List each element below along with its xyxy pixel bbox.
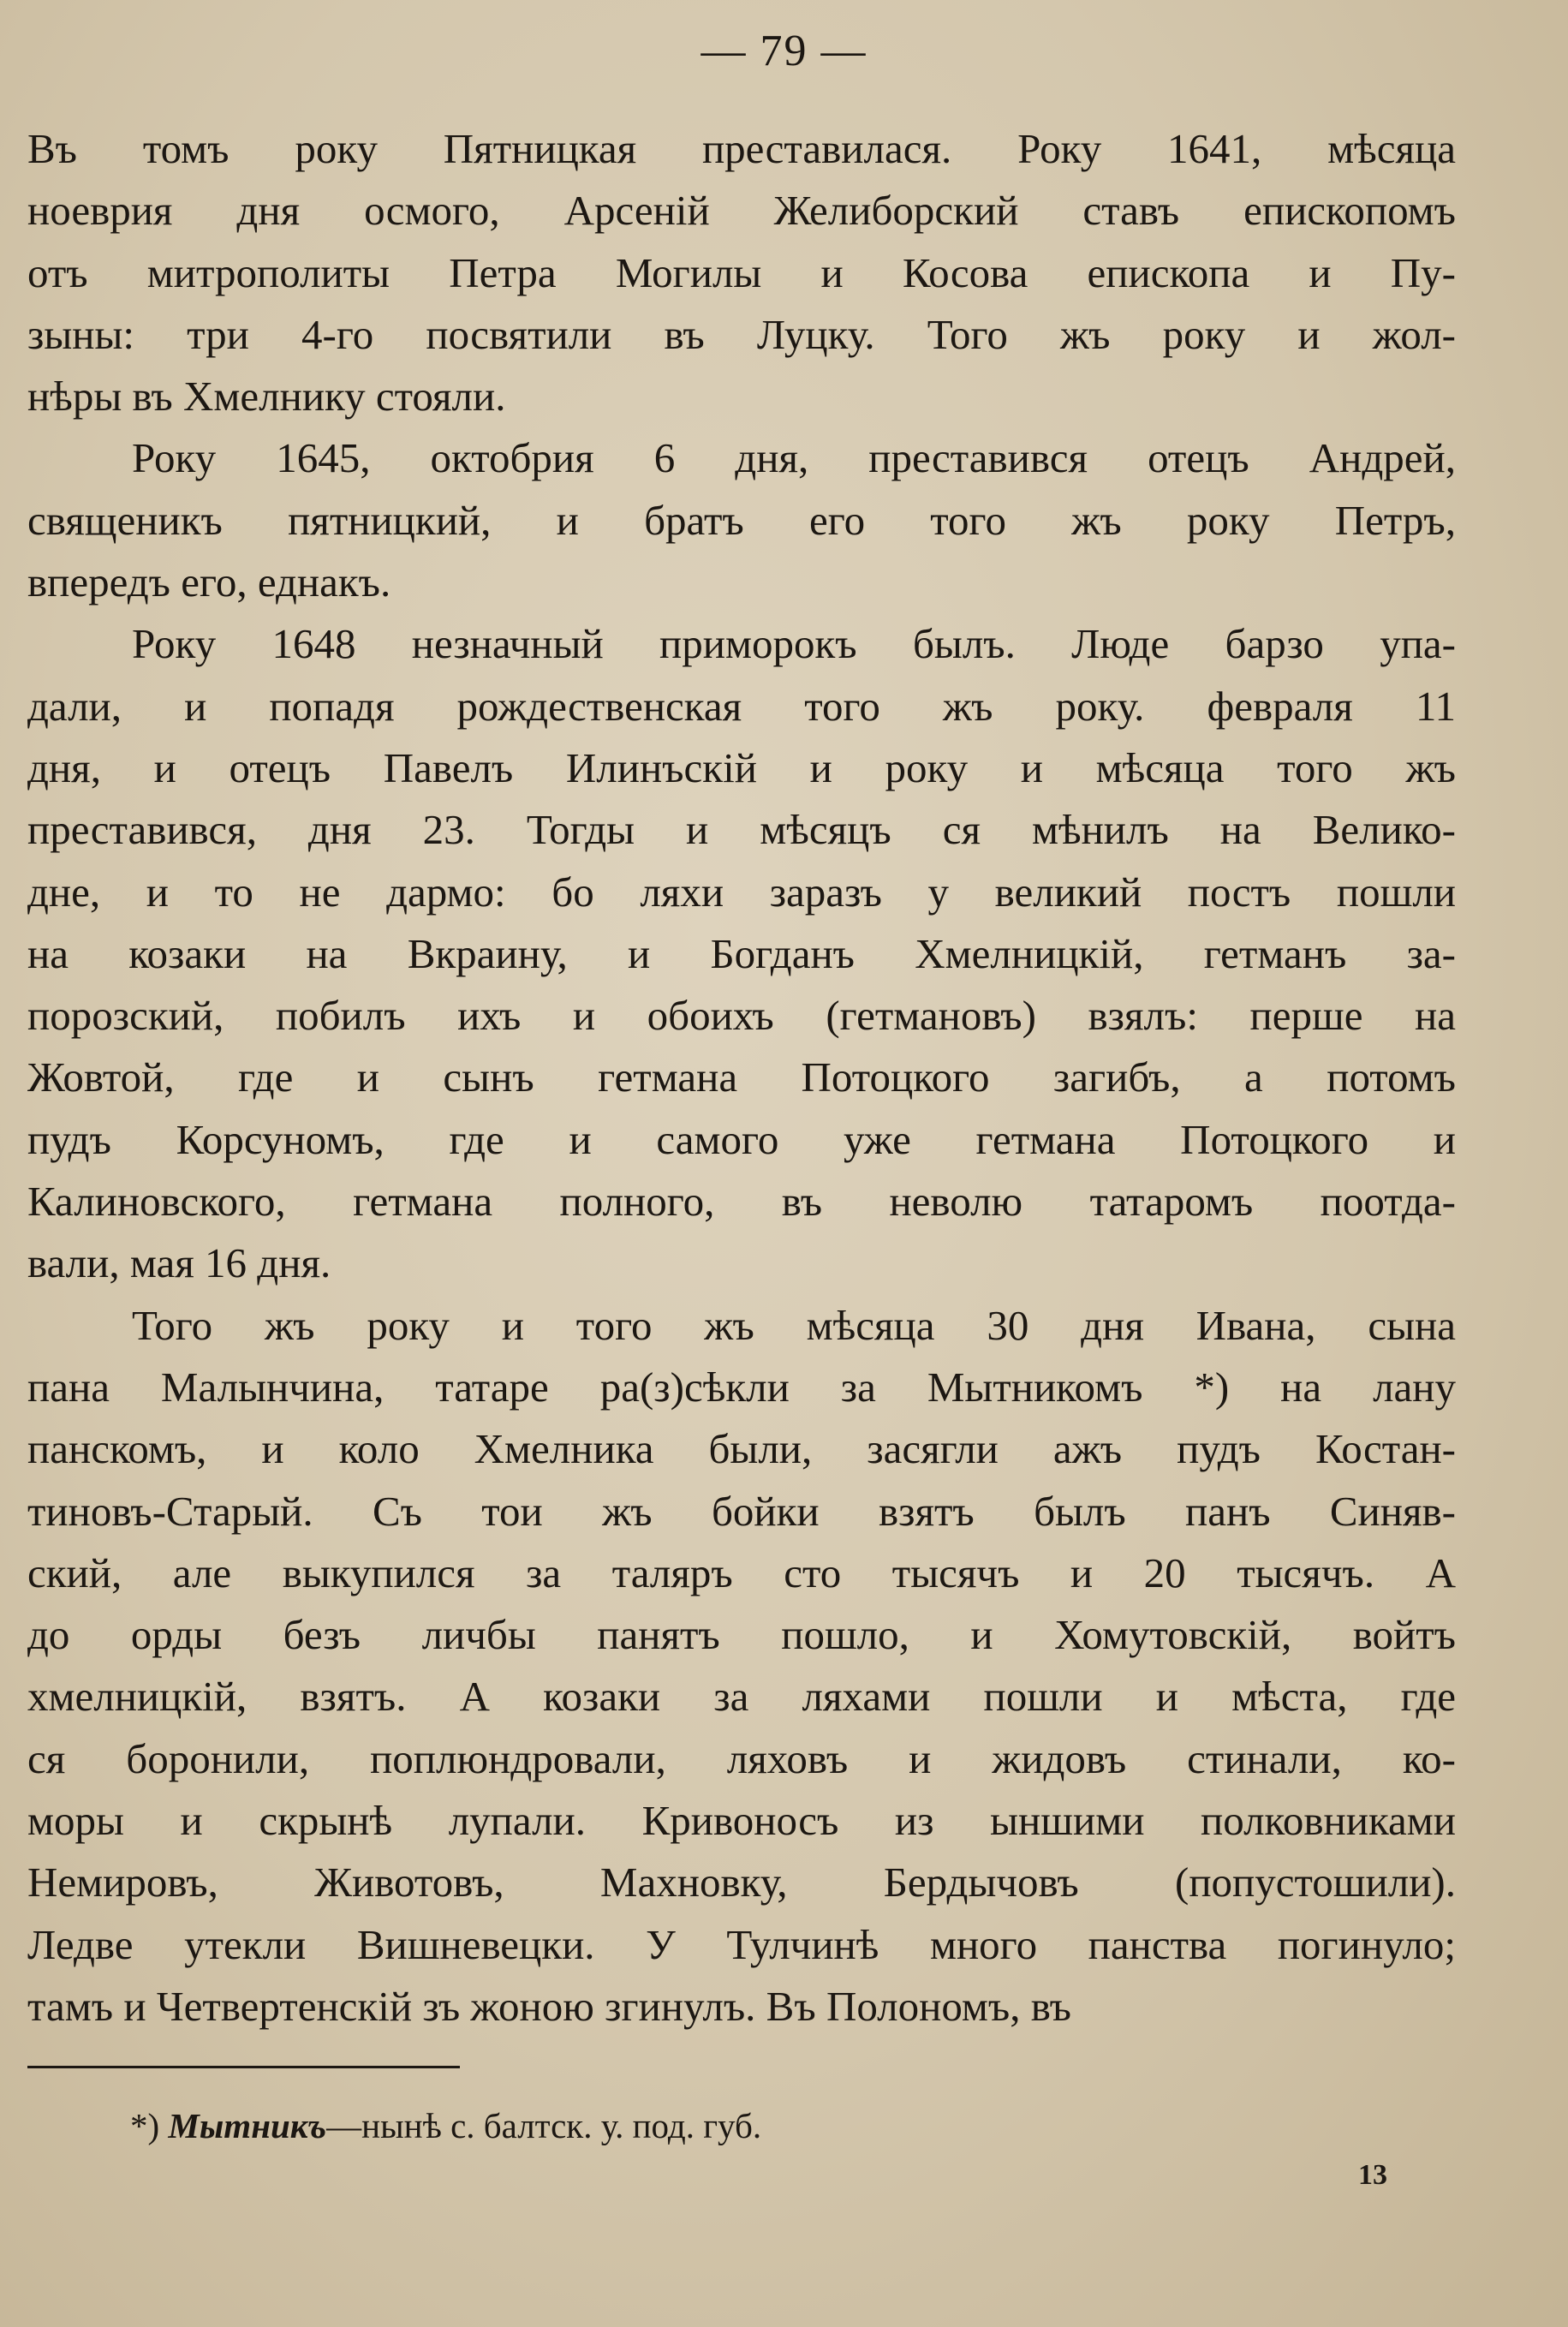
text-line [27,1109,1456,1171]
text-line [27,490,1456,552]
text-line [27,366,1456,427]
text-line [27,676,1456,737]
line-text: ся боронили, поплюндровали, ляховъ и жидовъ стинали, ко- [27,1734,1456,1782]
text-line [27,552,1456,613]
text-line [27,923,1456,985]
body-text [27,118,1456,2038]
text-line [27,1171,1456,1232]
text-line [27,180,1456,242]
line-text: моры и скрынѣ лупали. Кривоносъ из ыншими полковниками [27,1797,1456,1845]
paragraph [27,427,1456,613]
line-text: пудъ Корсуномъ, где и самого уже гетмана Потоцкого и [27,1115,1456,1163]
page-number: — 79 — [701,27,867,75]
paragraph [27,1295,1456,2038]
text-line [27,118,1456,180]
line-text: отъ митрополиты Петра Могилы и Косова епископа и Пу- [27,248,1456,296]
line-text: на козаки на Вкраину, и Богданъ Хмелницкій, гетманъ за- [27,929,1456,977]
footnote-term: Мытникъ [168,2106,327,2145]
footnote-text: —нынѣ с. балтск. у. под. губ. [326,2106,762,2145]
footnote-marker: *) [130,2106,160,2145]
line-text: до орды безъ личбы панятъ пошло, и Хомутовскій, войтъ [27,1611,1456,1659]
line-text: дня, и отецъ Павелъ Илинъскій и року и мѣсяца того жъ [27,743,1456,791]
line-text: Немировъ, Животовъ, Махновку, Бердычовъ (попустошили). [27,1859,1456,1906]
line-text: Въ томъ року Пятницкая преставилася. Року 1641, мѣсяца [27,125,1456,172]
text-line [27,1976,1456,2038]
paragraph [27,118,1456,427]
paragraph [27,613,1456,1294]
line-text: впередъ его, еднакъ. [27,558,391,606]
footnote [130,2102,761,2150]
text-line [27,1418,1456,1480]
text-line [27,799,1456,861]
line-text: ноеврия дня осмого, Арсеній Желиборский ставъ епископомъ [27,187,1456,235]
line-text: Жовтой, где и сынъ гетмана Потоцкого загибъ, а потомъ [27,1053,1456,1101]
line-text: пана Малынчина, татаре ра(з)сѣкли за Мытникомъ *) на лану [27,1363,1456,1411]
line-text: Того жъ року и того жъ мѣсяца 30 дня Ивана, сына [132,1301,1456,1349]
line-text: панскомъ, и коло Хмелника были, засягли ажъ пудъ Костан- [27,1425,1456,1473]
signature-mark: 13 [1358,2159,1387,2191]
text-line [27,613,1456,675]
line-text: тиновъ-Старый. Съ тои жъ бойки взятъ былъ панъ Синяв- [27,1487,1456,1535]
text-line [27,1914,1456,1976]
line-text: зыны: три 4-го посвятили въ Луцку. Того жъ року и жол- [27,310,1456,358]
text-line [27,304,1456,366]
line-text: священикъ пятницкий, и братъ его того жъ року Петръ, [27,496,1456,544]
text-line [27,427,1456,489]
line-text: вали, мая 16 дня. [27,1239,331,1287]
line-text: тамъ и Четвертенскій зъ жоною згинулъ. Въ Полономъ, въ [27,1982,1072,2030]
text-line [27,985,1456,1047]
line-text: дне, и то не дармо: бо ляхи заразъ у великий постъ пошли [27,868,1456,916]
text-line [27,242,1456,304]
line-text: Ледве утекли Вишневецки. У Тулчинѣ много панства погинуло; [27,1920,1456,1968]
text-line [27,1728,1456,1790]
line-text: порозский, побилъ ихъ и обоихъ (гетмановъ) взялъ: перше на [27,992,1456,1040]
text-line [27,1852,1456,1913]
text-line [27,1357,1456,1418]
line-text: нѣры въ Хмелнику стояли. [27,373,506,421]
line-text: хмелницкій, взятъ. А козаки за ляхами пошли и мѣста, где [27,1673,1456,1721]
text-line [27,1232,1456,1294]
text-line [27,1790,1456,1852]
text-line [27,862,1456,923]
line-text: Року 1648 незначный приморокъ былъ. Люде барзо упа- [132,620,1456,668]
footnote-divider [27,2066,460,2068]
text-line [27,1542,1456,1604]
text-line [27,737,1456,799]
line-text: Калиновского, гетмана полного, въ неволю татаромъ поотда- [27,1178,1456,1226]
text-line [27,1047,1456,1108]
line-text: ский, але выкупился за таляръ сто тысячъ и 20 тысячъ. А [27,1548,1456,1596]
text-line [27,1604,1456,1666]
line-text: Року 1645, октобрия 6 дня, преставився отецъ Андрей, [132,434,1456,482]
line-text: дали, и попадя рождественская того жъ року. февраля 11 [27,682,1456,730]
text-line [27,1666,1456,1727]
text-line [27,1295,1456,1357]
line-text: преставився, дня 23. Тогды и мѣсяцъ ся мѣнилъ на Велико- [27,806,1456,854]
text-line [27,1481,1456,1542]
